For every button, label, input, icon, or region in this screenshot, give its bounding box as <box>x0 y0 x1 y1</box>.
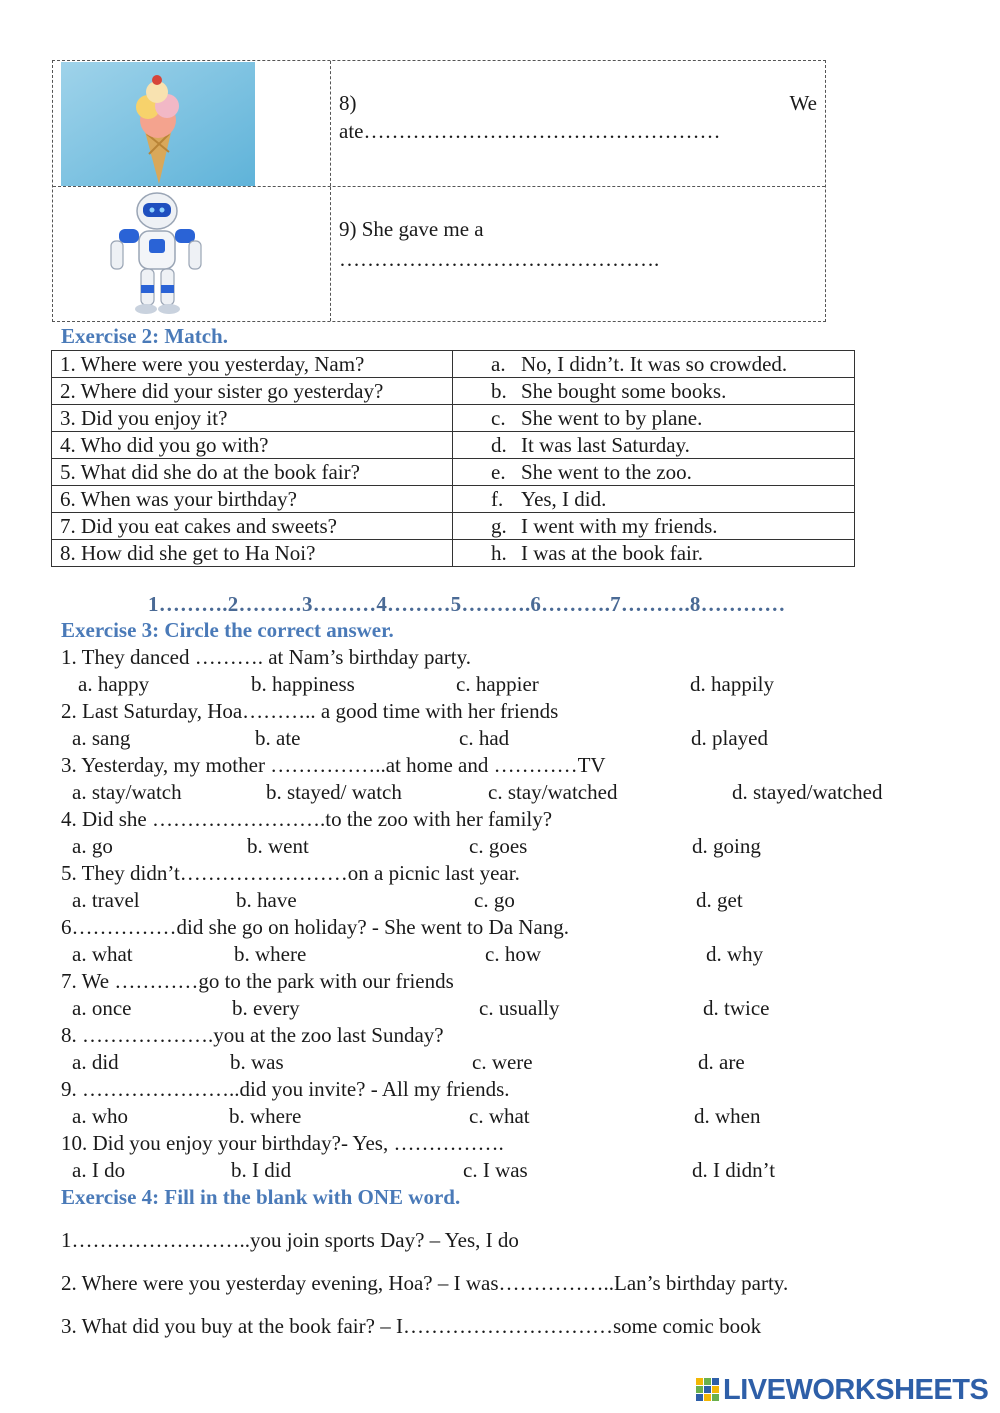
question-cell: 6. When was your birthday? <box>52 486 453 513</box>
table-row <box>52 540 855 567</box>
option-c[interactable]: c. what <box>469 1104 530 1128</box>
question-line: 6……………did she go on holiday? - She went to Da Nang. <box>61 915 570 939</box>
question-cell: 3. Did you enjoy it? <box>52 405 453 432</box>
picture-cell <box>53 187 331 321</box>
answer-text: I went with my friends. <box>521 514 718 538</box>
option-a[interactable]: a. what <box>72 942 133 966</box>
table-row <box>52 459 855 486</box>
option-a[interactable]: a. I do <box>72 1158 126 1182</box>
table-row <box>52 513 855 540</box>
option-b[interactable]: b. stayed/ watch <box>266 780 402 804</box>
answer-text: No, I didn’t. It was so crowded. <box>521 352 788 376</box>
option-a[interactable]: a. who <box>72 1104 128 1128</box>
question-line: 10. Did you enjoy your birthday?- Yes, ……………. <box>61 1131 504 1155</box>
option-c[interactable]: c. stay/watched <box>488 780 618 804</box>
question-cell: 2. Where did your sister go yesterday? <box>52 378 453 405</box>
answer-cell <box>453 432 855 459</box>
option-c[interactable]: c. happier <box>456 672 539 696</box>
exercise-2-heading: Exercise 2: Match. <box>61 324 228 348</box>
option-b[interactable]: b. where <box>234 942 307 966</box>
table-row <box>52 432 855 459</box>
picture-text-cell <box>331 187 825 321</box>
logo-mark-icon <box>696 1376 720 1404</box>
answer-cell <box>453 513 855 540</box>
option-c[interactable]: c. usually <box>479 996 560 1020</box>
robot-icon <box>101 189 211 319</box>
fill-blank-line[interactable]: 1……………………..you join sports Day? – Yes, I do <box>61 1228 519 1252</box>
table-row <box>52 405 855 432</box>
option-d[interactable]: d. are <box>698 1050 745 1074</box>
option-d[interactable]: d. when <box>694 1104 761 1128</box>
answer-cell <box>453 378 855 405</box>
question-cell: 4. Who did you go with? <box>52 432 453 459</box>
answer-letter: c. <box>491 406 506 430</box>
option-c[interactable]: c. were <box>472 1050 533 1074</box>
option-a[interactable]: a. travel <box>72 888 140 912</box>
sentence-blank: ………………………………………. <box>339 247 660 271</box>
answer-cell <box>453 540 855 567</box>
answer-text: She bought some books. <box>521 379 727 403</box>
question-cell: 8. How did she get to Ha Noi? <box>52 540 453 567</box>
exercise-4-heading: Exercise 4: Fill in the blank with ONE word. <box>61 1185 461 1209</box>
option-b[interactable]: b. went <box>247 834 309 858</box>
question-line: 8. ……………….you at the zoo last Sunday? <box>61 1023 444 1047</box>
option-b[interactable]: b. ate <box>255 726 301 750</box>
option-b[interactable]: b. I did <box>231 1158 292 1182</box>
sentence-start: We <box>789 91 817 115</box>
question-cell: 1. Where were you yesterday, Nam? <box>52 351 453 378</box>
option-d[interactable]: d. why <box>706 942 764 966</box>
sentence-line: 9) She gave me a <box>339 217 484 241</box>
table-row <box>52 486 855 513</box>
answer-text: It was last Saturday. <box>521 433 690 457</box>
option-b[interactable]: b. was <box>230 1050 284 1074</box>
answer-letter: b. <box>491 379 507 403</box>
answer-cell <box>453 351 855 378</box>
fill-blank-line[interactable]: 2. Where were you yesterday evening, Hoa? – I was……………..Lan’s birthday party. <box>61 1271 789 1295</box>
logo-text: LIVEWORKSHEETS <box>723 1373 989 1406</box>
option-a[interactable]: a. stay/watch <box>72 780 182 804</box>
question-cell: 5. What did she do at the book fair? <box>52 459 453 486</box>
answer-text: She went to by plane. <box>521 406 703 430</box>
picture-row <box>53 187 825 321</box>
answer-text: She went to the zoo. <box>521 460 692 484</box>
question-cell: 7. Did you eat cakes and sweets? <box>52 513 453 540</box>
answer-letter: a. <box>491 352 506 376</box>
answer-letter: e. <box>491 460 506 484</box>
sentence-number: 8) <box>339 91 357 115</box>
answer-cell <box>453 405 855 432</box>
picture-row <box>53 61 825 187</box>
table-row <box>52 351 855 378</box>
option-b[interactable]: b. where <box>229 1104 302 1128</box>
option-a[interactable]: a. happy <box>78 672 150 696</box>
picture-table <box>52 60 826 322</box>
answer-letter: h. <box>491 541 507 565</box>
picture-cell <box>53 61 331 186</box>
fill-blank-line[interactable]: 3. What did you buy at the book fair? – I…………………………some comic book <box>61 1314 762 1338</box>
question-line: 3. Yesterday, my mother ……………..at home and …………TV <box>61 753 606 777</box>
option-d[interactable]: d. stayed/watched <box>732 780 883 804</box>
question-line: 7. We …………go to the park with our friends <box>61 969 454 993</box>
question-line: 5. They didn’t……………………on a picnic last year. <box>61 861 520 885</box>
option-b[interactable]: b. have <box>236 888 297 912</box>
option-d[interactable]: d. going <box>692 834 761 858</box>
picture-text-cell <box>331 61 825 186</box>
option-c[interactable]: c. I was <box>463 1158 528 1182</box>
question-line: 2. Last Saturday, Hoa……….. a good time with her friends <box>61 699 559 723</box>
table-row <box>52 378 855 405</box>
option-d[interactable]: d. twice <box>703 996 770 1020</box>
option-c[interactable]: c. goes <box>469 834 528 858</box>
answer-letter: g. <box>491 514 507 538</box>
question-line: 9. …………………..did you invite? - All my friends. <box>61 1077 510 1101</box>
answer-text: I was at the book fair. <box>521 541 703 565</box>
option-d[interactable]: d. played <box>691 726 768 750</box>
answer-letter: f. <box>491 487 504 511</box>
option-b[interactable]: b. every <box>232 996 300 1020</box>
option-c[interactable]: c. how <box>485 942 541 966</box>
option-a[interactable]: a. once <box>72 996 132 1020</box>
option-d[interactable]: d. happily <box>690 672 774 696</box>
answer-cell <box>453 459 855 486</box>
exercise-3-heading: Exercise 3: Circle the correct answer. <box>61 618 394 642</box>
option-a[interactable]: a. sang <box>72 726 131 750</box>
option-b[interactable]: b. happiness <box>251 672 355 696</box>
option-d[interactable]: d. get <box>696 888 743 912</box>
ice-cream-icon <box>61 62 255 186</box>
match-answer-line[interactable]: 1……….2………3………4………5……….6……….7……….8………… <box>148 592 786 616</box>
sentence-blank: ate…………………………………………… <box>339 119 721 143</box>
liveworksheets-logo[interactable] <box>696 1374 988 1406</box>
option-c[interactable]: c. had <box>459 726 510 750</box>
option-d[interactable]: d. I didn’t <box>692 1158 776 1182</box>
option-a[interactable]: a. did <box>72 1050 119 1074</box>
question-line: 4. Did she …………………….to the zoo with her family? <box>61 807 553 831</box>
answer-text: Yes, I did. <box>521 487 607 511</box>
option-a[interactable]: a. go <box>72 834 113 858</box>
question-line: 1. They danced ………. at Nam’s birthday party. <box>61 645 471 669</box>
answer-letter: d. <box>491 433 507 457</box>
match-table <box>51 350 855 567</box>
answer-cell <box>453 486 855 513</box>
option-c[interactable]: c. go <box>474 888 515 912</box>
